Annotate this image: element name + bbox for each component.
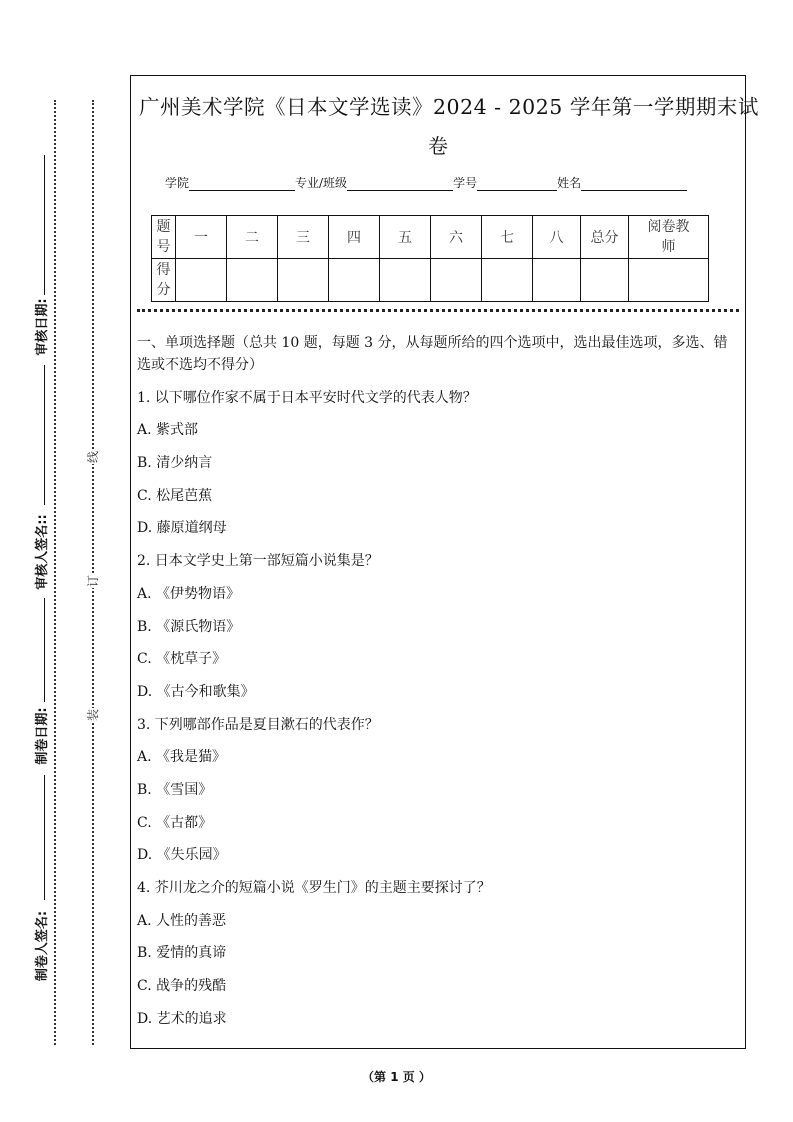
college-field[interactable] <box>189 179 295 191</box>
option: B. 爱情的真谛 <box>137 945 227 962</box>
option: A. 人性的善恶 <box>137 912 227 929</box>
score-table-score-row <box>152 259 709 302</box>
score-table-header-row <box>152 216 709 259</box>
name-field[interactable] <box>581 179 687 191</box>
option: D. 藤原道纲母 <box>137 520 227 537</box>
make-date-label: 制卷日期: <box>35 707 50 765</box>
option: A. 紫式部 <box>137 422 199 439</box>
question-number-label: 题号 <box>152 216 176 259</box>
major-class-label: 专业/班级 <box>295 176 348 190</box>
score-cell[interactable] <box>581 259 629 302</box>
question-1 <box>137 387 741 540</box>
score-cell[interactable] <box>176 259 227 302</box>
question-2 <box>137 550 741 703</box>
score-cell[interactable] <box>533 259 581 302</box>
option: B. 《雪国》 <box>137 781 213 798</box>
binding-dotted-line-outer <box>54 100 56 1045</box>
score-cell[interactable] <box>278 259 329 302</box>
question-4 <box>137 877 741 1030</box>
score-cell[interactable] <box>329 259 380 302</box>
question-text: 1. 以下哪位作家不属于日本平安时代文学的代表人物？ <box>137 389 477 406</box>
question-text: 3. 下列哪部作品是夏目漱石的代表作？ <box>137 716 379 733</box>
name-label: 姓名 <box>557 176 582 190</box>
option: B. 清少纳言 <box>137 455 213 472</box>
section-heading: 一、单项选择题（总共 10 题，每题 3 分，从每题所给的四个选项中，选出最佳选项，多选、错选或不选均不得分） <box>137 335 728 373</box>
column-header: 总分 <box>581 216 629 259</box>
option: D. 艺术的追求 <box>137 1010 227 1027</box>
option: B. 《源氏物语》 <box>137 618 241 635</box>
student-info-row <box>165 174 687 191</box>
column-header: 阅卷教师 <box>629 216 709 259</box>
score-cell[interactable] <box>431 259 482 302</box>
option: C. 松尾芭蕉 <box>137 487 213 504</box>
column-header: 一 <box>176 216 227 259</box>
question-text: 2. 日本文学史上第一部短篇小说集是？ <box>137 553 379 570</box>
question-section <box>137 332 741 1030</box>
score-cell[interactable] <box>629 259 709 302</box>
score-label: 得分 <box>152 259 176 302</box>
column-header: 三 <box>278 216 329 259</box>
column-header: 七 <box>482 216 533 259</box>
binding-char-zhuang: 装 <box>86 709 100 722</box>
score-cell[interactable] <box>482 259 533 302</box>
reviewer-signature-label: 审核人签名:: <box>35 514 50 590</box>
reviewer-signature-line <box>44 365 45 505</box>
binding-char-xian: 线 <box>86 451 100 464</box>
exam-page-frame <box>130 75 759 1049</box>
make-date-line <box>44 598 45 702</box>
column-header: 五 <box>380 216 431 259</box>
binding-dotted-line-inner <box>92 100 94 1045</box>
column-header: 四 <box>329 216 380 259</box>
major-class-field[interactable] <box>347 179 453 191</box>
exam-title-continued: 卷 <box>428 134 448 158</box>
page-number: （第 1 页 ） <box>362 1070 431 1084</box>
question-3 <box>137 714 741 867</box>
section-divider <box>137 309 739 312</box>
column-header: 六 <box>431 216 482 259</box>
option: A. 《我是猫》 <box>137 749 227 766</box>
option: C. 《枕草子》 <box>137 651 227 668</box>
maker-signature-label: 制卷人签名: <box>35 910 50 982</box>
column-header: 八 <box>533 216 581 259</box>
review-date-label: 审核日期: <box>35 298 50 356</box>
option: A. 《伊势物语》 <box>137 585 241 602</box>
exam-title: 广州美术学院《日本文学选读》2024 - 2025 学年第一学期期末试 <box>139 95 759 119</box>
score-table <box>151 215 709 302</box>
option: D. 《失乐园》 <box>137 847 227 864</box>
column-header: 二 <box>227 216 278 259</box>
college-label: 学院 <box>165 176 190 190</box>
question-text: 4. 芥川龙之介的短篇小说《罗生门》的主题主要探讨了？ <box>137 880 491 896</box>
option: C. 战争的残酷 <box>137 978 227 995</box>
option: C. 《古都》 <box>137 814 213 831</box>
binding-char-ding: 订 <box>86 575 100 588</box>
score-cell[interactable] <box>380 259 431 302</box>
student-id-label: 学号 <box>453 176 478 190</box>
student-id-field[interactable] <box>477 179 557 191</box>
score-cell[interactable] <box>227 259 278 302</box>
review-date-line <box>44 155 45 295</box>
maker-signature-line <box>44 775 45 900</box>
option: D. 《古今和歌集》 <box>137 683 255 700</box>
